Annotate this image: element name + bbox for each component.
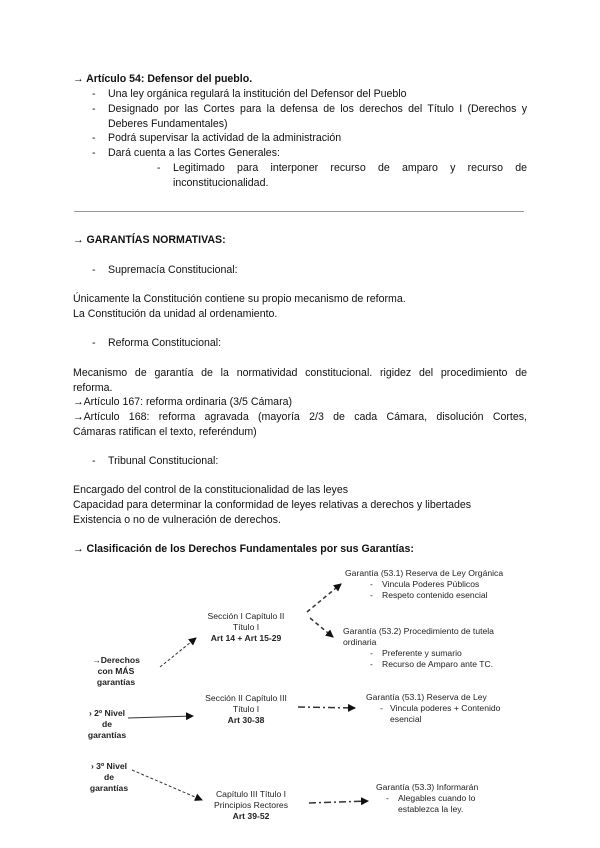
art54-item-2: Designado por las Cortes para la defensa de los derechos del Título I (Derechos y [108,103,527,115]
nivel-1-line: con MÁS [97,666,135,676]
art54-title: → Artículo 54: Defensor del pueblo. [73,73,253,85]
bullet-dash: - [370,590,373,600]
bullet-dash: - [157,162,161,174]
art54-item-3: Podrá supervisar la actividad de la administración [108,132,342,144]
supremacia-label: Supremacía Constitucional: [108,264,238,276]
nivel-2-line: garantías [87,730,127,740]
nivel-3-line: de [103,772,115,782]
arrow-capitulo3-garantia4 [309,801,368,803]
seccion-2-articles: Art 30-38 [227,715,265,725]
bullet-dash: - [370,659,373,669]
nivel-2-line: de [101,719,113,729]
seccion-2 [190,693,302,726]
seccion-1-articles: Art 14 + Art 15-29 [210,633,282,643]
tribunal-line-2: Capacidad para determinar la conformidad de leyes relativas a derechos y libertades [73,499,472,511]
garantia-4-item-cont: establezca la ley. [398,804,464,814]
bullet-dash: - [92,337,96,349]
supremacia-line-2: La Constitución da unidad al ordenamiento. [73,308,278,320]
bullet-dash: - [92,264,96,276]
art54-subitem-cont: inconstitucionalidad. [173,177,269,189]
garantia-4-item: Alegables cuando lo [398,793,476,803]
garantia-4-title: Garantía (53.3) Informarán [376,782,479,792]
garantia-3-item-cont: esencial [390,714,422,724]
seccion-2-line: Sección II Capítulo III [205,693,287,703]
arrow-seccion1-garantia2 [310,618,333,637]
bullet-dash: - [370,648,373,658]
arrow-nivel3-capitulo3 [132,770,202,800]
arrow-seccion1-garantia1 [307,584,341,612]
tribunal-label: Tribunal Constitucional: [108,455,219,467]
seccion-1-line: Sección I Capítulo II [207,611,285,621]
art54-item-1: Una ley orgánica regulará la institución del Defensor del Pueblo [108,88,407,100]
reforma-line-1: Mecanismo de garantía de la normatividad constitucional. rigidez del procedimiento de [73,367,527,379]
nivel-2-line: › 2º Nivel [88,708,126,718]
seccion-2-line: Título I [232,704,260,714]
seccion-3-articles: Art 39-52 [232,811,270,821]
tribunal-line-1: Encargado del control de la constitucionalidad de las leyes [73,484,349,496]
reforma-line-5: Cámaras ratifican el texto, referéndum) [73,426,257,438]
bullet-dash: - [92,132,96,144]
nivel-1-line: →Derechos [92,655,140,665]
seccion-1 [190,611,302,644]
garantia-2-title-cont: ordinaria [343,637,377,647]
arrow-nivel2-seccion2 [128,716,193,718]
garantia-2-item: Recurso de Amparo ante TC. [382,659,494,669]
seccion-3-line: Principios Rectores [213,800,289,810]
garantia-3-item: Vincula poderes + Contenido [390,703,501,713]
art54-item-4: Dará cuenta a las Cortes Generales: [108,147,280,159]
bullet-dash: - [92,147,96,159]
seccion-1-line: Título I [232,622,260,632]
garantia-1-item: Vincula Poderes Públicos [382,579,480,589]
bullet-dash: - [380,703,383,713]
nivel-3 [84,761,134,794]
bullet-dash: - [370,579,373,589]
supremacia-line-1: Únicamente la Constitución contiene su propio mecanismo de reforma. [73,293,406,305]
reforma-label: Reforma Constitucional: [108,337,222,349]
garantia-3-title: Garantía (53.1) Reserva de Ley [366,692,487,702]
clasificacion-title: → Clasificación de los Derechos Fundamentales por sus Garantías: [73,543,414,555]
bullet-dash: - [92,103,96,115]
garantia-2-title: Garantía (53.2) Procedimiento de tutela [343,626,494,636]
bullet-dash: - [92,455,96,467]
nivel-3-line: › 3º Nivel [90,761,128,771]
art54-subitem: Legitimado para interponer recurso de amparo y recurso de [173,162,527,174]
nivel-1 [86,655,146,688]
garantia-2-item: Preferente y sumario [382,648,462,658]
bullet-dash: - [92,88,96,100]
garantias-title: → GARANTÍAS NORMATIVAS: [73,234,226,246]
tribunal-line-3: Existencia o no de vulneración de derechos. [73,514,281,526]
arrow-seccion2-garantia3 [298,707,355,708]
seccion-3 [196,789,306,822]
art54-item-2-cont: Deberes Fundamentales) [108,118,228,130]
reforma-line-3: →Artículo 167: reforma ordinaria (3/5 Cámara) [73,396,293,408]
nivel-1-line: garantías [96,677,136,687]
garantia-1-item: Respeto contenido esencial [382,590,488,600]
nivel-2 [82,708,132,741]
reforma-line-2: reforma. [73,382,113,394]
reforma-line-4: →Artículo 168: reforma agravada (mayoría 2/3 de cada Cámara, disolución Cortes, [73,411,527,423]
nivel-3-line: garantías [89,783,129,793]
seccion-3-line: Capítulo III Título I [215,789,287,799]
garantia-1-title: Garantía (53.1) Reserva de Ley Orgánica [345,568,504,578]
bullet-dash: - [386,793,389,803]
